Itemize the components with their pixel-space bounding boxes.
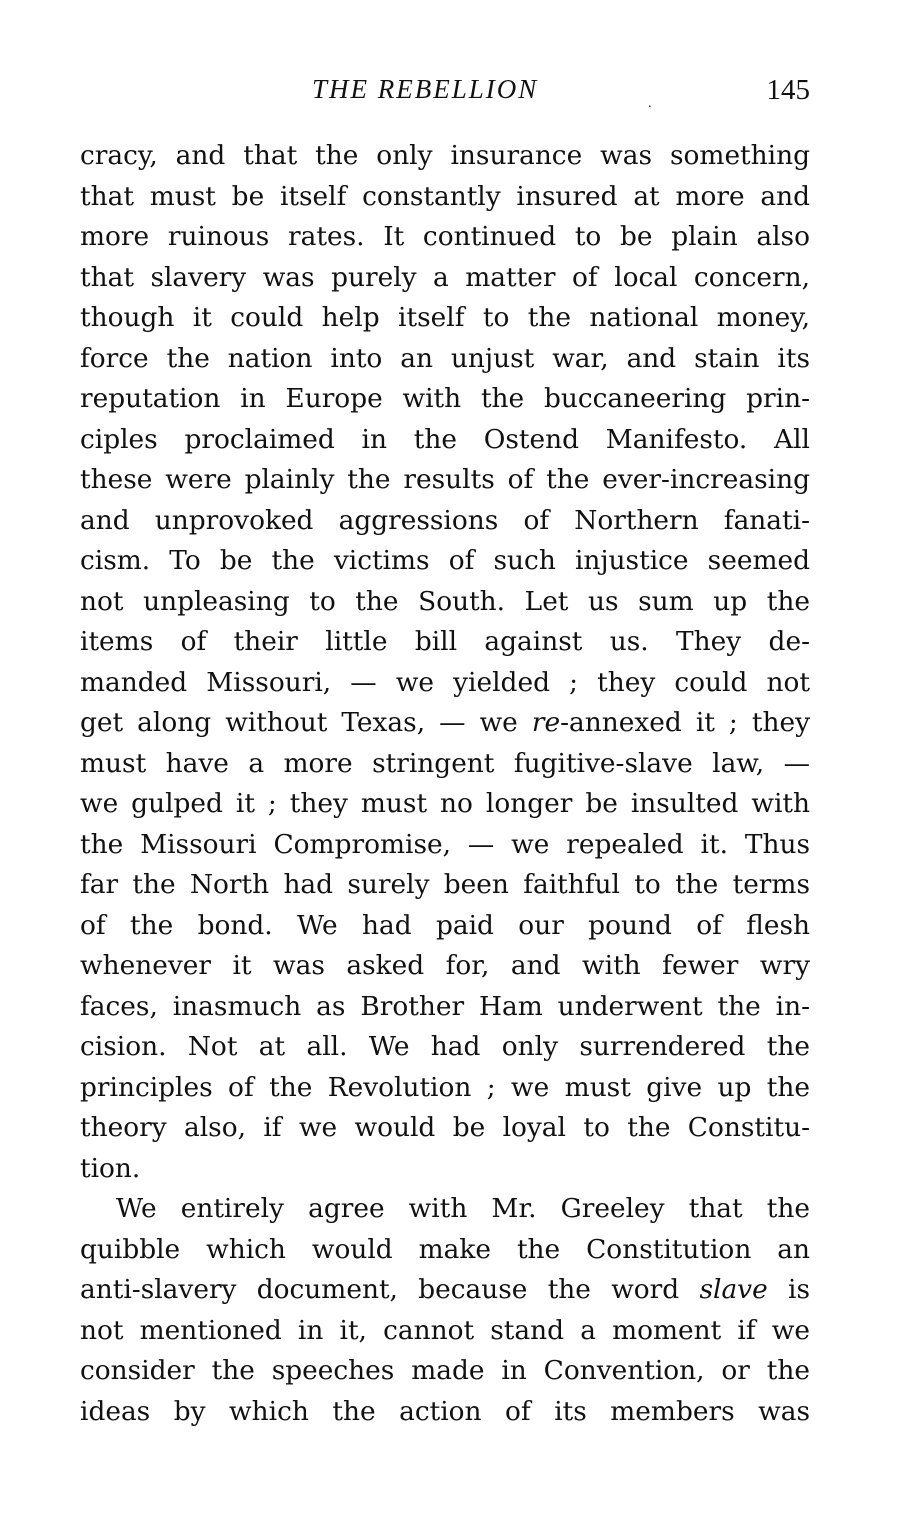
text-line: cracy, and that the only insurance was something [80,140,810,171]
text-line: the Missouri Compromise, — we repealed it. Thus [80,828,810,860]
text-line: tion. [80,1152,141,1184]
text-line: not mentioned in it, cannot stand a moment if we [80,1314,810,1346]
text-line: items of their little bill against us. They de- [80,626,810,657]
text-line: and unprovoked aggressions of Northern fanati- [80,504,810,536]
text-line: whenever it was asked for, and with fewer wry [80,950,810,981]
text-line: get along without Texas, — we re-annexed it ; they [80,707,810,738]
page-number: 145 [766,74,810,106]
running-head [80,74,810,114]
text-line: We entirely agree with Mr. Greeley that the [116,1193,810,1224]
paragraph [80,136,810,1189]
text-line: manded Missouri, — we yielded ; they could not [80,666,810,698]
text-line: reputation in Europe with the buccaneering prin- [80,383,810,414]
text-line: far the North had surely been faithful to the terms [80,869,810,900]
body-text [80,136,810,1432]
text-line: consider the speeches made in Convention, or the [80,1355,810,1386]
text-line: theory also, if we would be loyal to the Constitu- [80,1112,810,1143]
text-line: principles of the Revolution ; we must give up the [80,1071,810,1103]
text-line: faces, inasmuch as Brother Ham underwent the in- [80,990,810,1022]
italic-emphasis: slave [699,1274,768,1305]
text-line: anti-slavery document, because the word slave is [80,1274,810,1305]
running-head-title: THE REBELLION [312,74,539,104]
text-line: must have a more stringent fugitive-slave law, — [80,747,810,779]
text-line: ideas by which the action of its members was [80,1395,810,1427]
text-line: force the nation into an unjust war, and stain its [80,342,810,374]
text-line: more ruinous rates. It continued to be plain also [80,221,810,252]
text-line: cision. Not at all. We had only surrendered the [80,1031,810,1062]
italic-emphasis: re [531,707,561,738]
text-line: quibble which would make the Constitution an [80,1233,810,1265]
text-line: that slavery was purely a matter of local concern, [80,261,810,293]
text-line: though it could help itself to the national money, [80,302,810,333]
text-line: ciples proclaimed in the Ostend Manifesto. All [80,423,810,455]
text-line: that must be itself constantly insured at more and [80,180,810,212]
text-line: cism. To be the victims of such injustice seemed [80,545,810,576]
text-line: we gulped it ; they must no longer be insulted with [80,788,810,819]
text-line: of the bond. We had paid our pound of flesh [80,909,810,941]
text-line: these were plainly the results of the ever-increasing [80,464,810,495]
text-line: not unpleasing to the South. Let us sum up the [80,585,810,617]
paragraph [80,1189,810,1432]
running-head-mark: . [648,96,652,111]
